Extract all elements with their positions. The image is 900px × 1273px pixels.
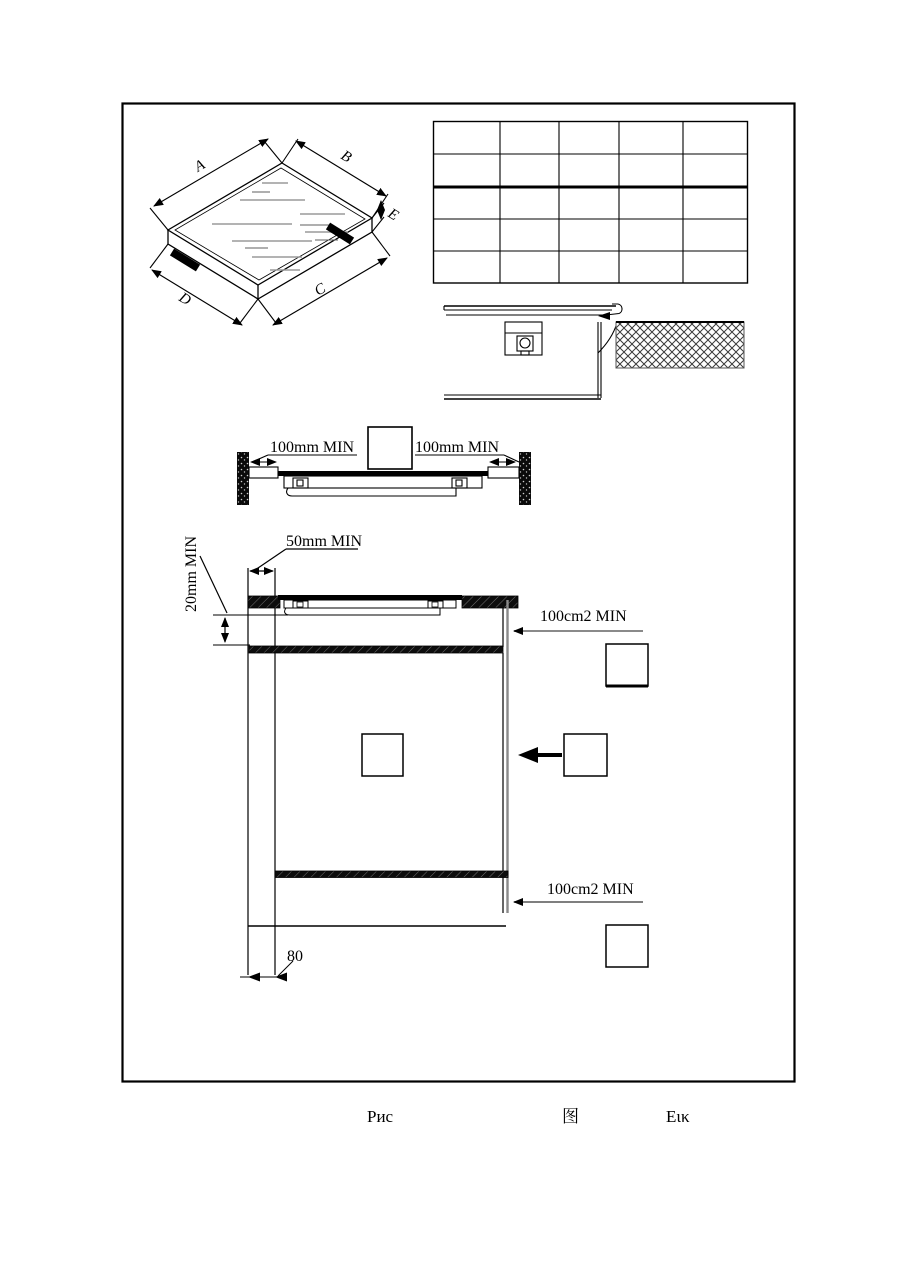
hob-glass	[278, 471, 488, 476]
airflow-arrow-icon	[518, 747, 562, 763]
dim-e-label: E	[384, 205, 402, 225]
plinth-depth-label: 80	[287, 948, 303, 965]
callout-box-vent-bottom	[606, 925, 648, 967]
callout-box-arrow	[564, 734, 607, 776]
callout-box-vent-top	[606, 644, 648, 686]
dim-e	[372, 201, 384, 232]
vent-top-label: 100cm2 MIN	[540, 608, 627, 625]
gap-label: 20mm MIN	[183, 536, 200, 612]
dim-d-label: D	[175, 289, 194, 310]
dim-b-label: B	[337, 147, 355, 167]
caption-russian: Рис	[367, 1107, 394, 1126]
hob-bracket	[287, 488, 456, 496]
hob-bracket-2	[285, 608, 440, 615]
worktop-section	[616, 322, 744, 368]
caption-greek: Eικ	[666, 1107, 690, 1126]
edge-mount-detail-figure	[444, 304, 744, 399]
callout-box-top	[368, 427, 412, 469]
dim-a-label: A	[191, 157, 208, 176]
vent-bottom-label: 100cm2 MIN	[547, 881, 634, 898]
clearance-right-label: 100mm MIN	[415, 439, 499, 456]
fixing-bracket	[505, 322, 542, 355]
wall-right	[519, 452, 531, 505]
isometric-hob-figure	[150, 139, 401, 325]
dim-c-label: C	[311, 280, 329, 300]
recess-label: 50mm MIN	[286, 533, 362, 550]
caption-chinese: 图	[562, 1107, 579, 1126]
clip-arrow-icon	[598, 312, 610, 320]
hob-glass-2	[278, 595, 462, 600]
worktop-bar-left	[248, 596, 280, 608]
spec-table	[434, 122, 748, 284]
shelf-bar-top	[249, 646, 503, 653]
wall-left	[237, 452, 249, 505]
callout-box-center	[362, 734, 403, 776]
clearance-left-label: 100mm MIN	[270, 439, 354, 456]
shelf-bar-bottom	[275, 871, 508, 878]
worktop-bar-right	[462, 596, 518, 608]
